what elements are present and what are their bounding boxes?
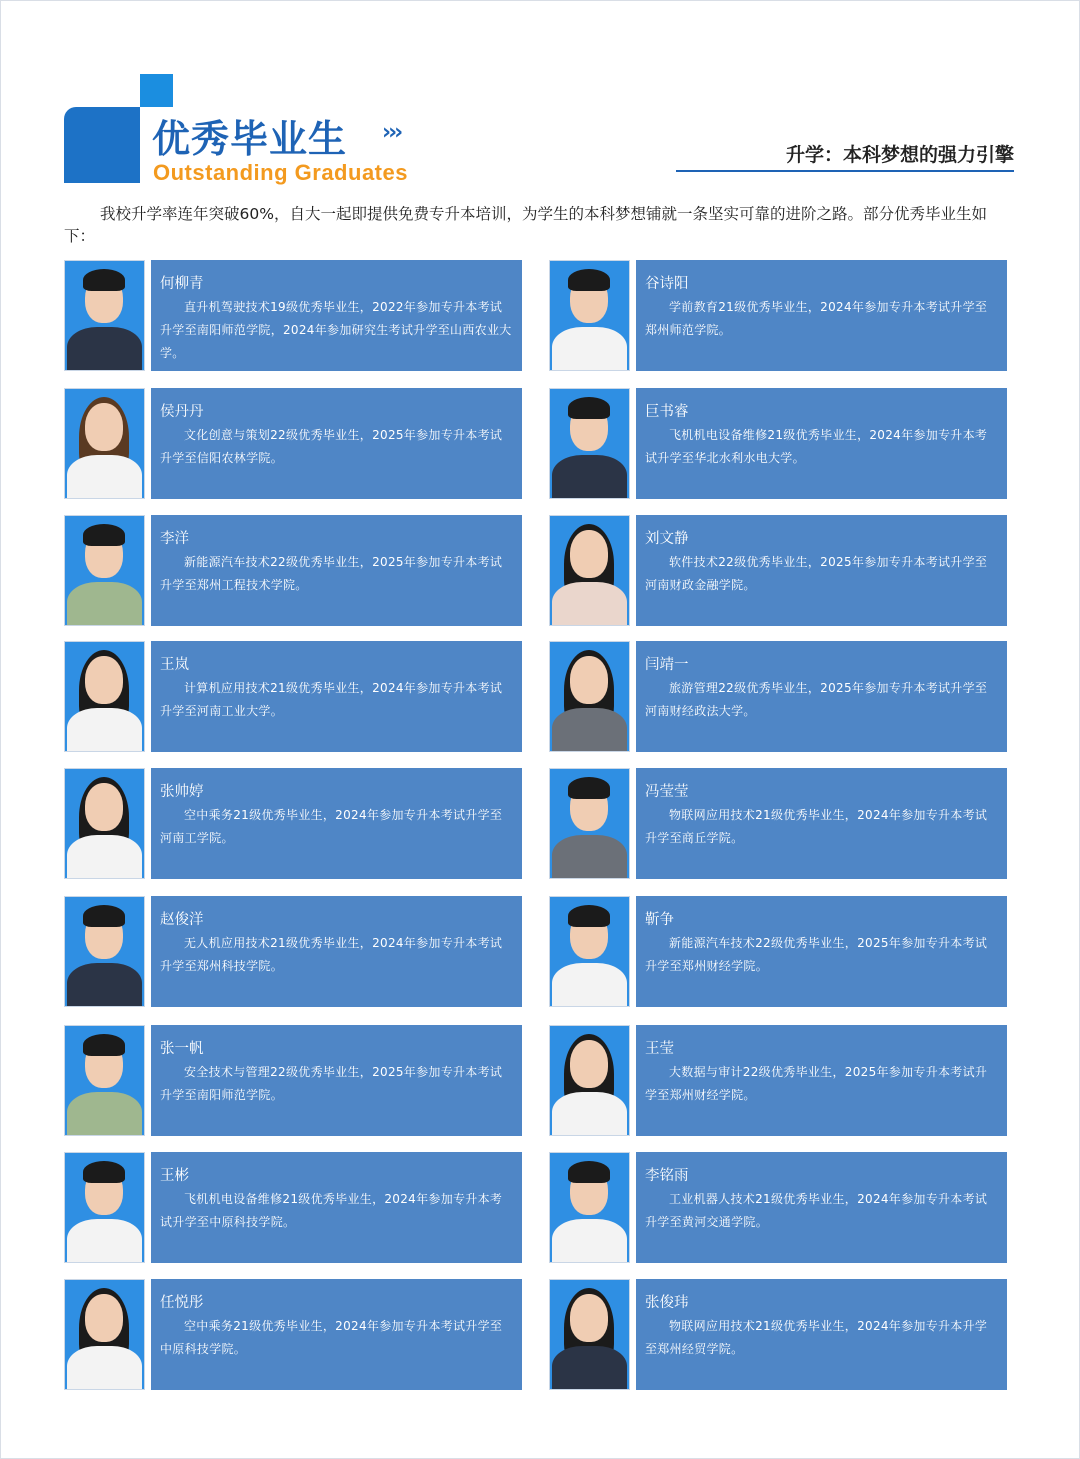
graduate-desc: 空中乘务21级优秀毕业生，2024年参加专升本考试升学至中原科技学院。	[160, 1319, 503, 1356]
graduate-name: 王莹	[645, 1041, 674, 1057]
graduate-name: 王岚	[160, 657, 189, 673]
graduate-photo	[549, 1025, 630, 1136]
graduate-name: 冯莹莹	[645, 784, 689, 800]
graduate-name: 何柳青	[160, 276, 204, 292]
graduate-photo	[549, 1279, 630, 1390]
graduate-info	[151, 768, 522, 879]
graduate-photo	[64, 388, 145, 499]
graduate-name: 靳争	[645, 912, 674, 928]
graduate-card	[64, 896, 522, 1007]
graduate-card	[549, 1025, 1007, 1136]
graduate-desc: 学前教育21级优秀毕业生，2024年参加专升本考试升学至郑州师范学院。	[645, 300, 988, 337]
graduate-desc: 新能源汽车技术22级优秀毕业生，2025年参加专升本考试升学至郑州财经学院。	[645, 936, 988, 973]
graduate-desc: 安全技术与管理22级优秀毕业生，2025年参加专升本考试升学至南阳师范学院。	[160, 1065, 503, 1102]
page-title: 优秀毕业生	[152, 117, 348, 161]
graduate-info	[636, 388, 1007, 499]
graduate-photo	[64, 896, 145, 1007]
graduate-info	[636, 896, 1007, 1007]
graduate-name: 李洋	[160, 531, 189, 547]
graduate-desc: 空中乘务21级优秀毕业生，2024年参加专升本考试升学至河南工学院。	[160, 808, 503, 845]
graduate-photo	[549, 641, 630, 752]
graduate-desc: 文化创意与策划22级优秀毕业生，2025年参加专升本考试升学至信阳农林学院。	[160, 428, 503, 465]
graduate-name: 赵俊洋	[160, 912, 204, 928]
decor-square-small	[140, 74, 173, 107]
graduate-info	[151, 641, 522, 752]
graduate-info	[636, 1279, 1007, 1390]
graduate-photo	[549, 896, 630, 1007]
graduate-desc: 新能源汽车技术22级优秀毕业生，2025年参加专升本考试升学至郑州工程技术学院。	[160, 555, 503, 592]
slogan-underline	[676, 170, 1014, 172]
graduate-name: 张俊玮	[645, 1295, 689, 1311]
graduate-card	[549, 515, 1007, 626]
graduate-name: 王彬	[160, 1168, 189, 1184]
graduate-card	[64, 1152, 522, 1263]
graduate-photo	[549, 768, 630, 879]
graduate-card	[64, 260, 522, 371]
graduate-desc: 物联网应用技术21级优秀毕业生，2024年参加专升本考试升学至商丘学院。	[645, 808, 988, 845]
graduate-desc: 飞机机电设备维修21级优秀毕业生，2024年参加专升本考试升学至华北水利水电大学。	[645, 428, 988, 465]
graduate-photo	[549, 388, 630, 499]
graduate-info	[636, 641, 1007, 752]
graduate-desc: 飞机机电设备维修21级优秀毕业生，2024年参加专升本考试升学至中原科技学院。	[160, 1192, 503, 1229]
graduate-desc: 工业机器人技术21级优秀毕业生，2024年参加专升本考试升学至黄河交通学院。	[645, 1192, 988, 1229]
graduate-card	[64, 1279, 522, 1390]
graduate-name: 谷诗阳	[645, 276, 689, 292]
graduate-name: 刘文静	[645, 531, 689, 547]
graduate-card	[549, 1152, 1007, 1263]
intro-paragraph: 我校升学率连年突破60%，自大一起即提供免费专升本培训，为学生的本科梦想铺就一条坚实可靠的进阶之路。部分优秀毕业生如下：	[64, 205, 987, 245]
graduate-name: 侯丹丹	[160, 404, 204, 420]
graduate-name: 张帅婷	[160, 784, 204, 800]
graduate-desc: 计算机应用技术21级优秀毕业生，2024年参加专升本考试升学至河南工业大学。	[160, 681, 503, 718]
graduate-name: 任悦彤	[160, 1295, 204, 1311]
graduate-info	[151, 515, 522, 626]
graduate-info	[151, 896, 522, 1007]
graduate-name: 张一帆	[160, 1041, 204, 1057]
graduate-name: 闫靖一	[645, 657, 689, 673]
graduate-card	[64, 641, 522, 752]
graduate-card	[549, 388, 1007, 499]
graduate-photo	[64, 260, 145, 371]
graduate-photo	[64, 641, 145, 752]
graduate-desc: 大数据与审计22级优秀毕业生，2025年参加专升本考试升学至郑州财经学院。	[645, 1065, 988, 1102]
graduate-desc: 软件技术22级优秀毕业生，2025年参加专升本考试升学至河南财政金融学院。	[645, 555, 988, 592]
graduate-info	[636, 260, 1007, 371]
graduate-photo	[549, 260, 630, 371]
slogan: 升学：本科梦想的强力引擎	[785, 144, 1014, 166]
graduate-photo	[64, 515, 145, 626]
graduate-card	[64, 768, 522, 879]
graduate-photo	[64, 768, 145, 879]
graduate-info	[151, 1025, 522, 1136]
graduate-name: 李铭雨	[645, 1168, 689, 1184]
graduate-card	[64, 1025, 522, 1136]
graduate-info	[636, 515, 1007, 626]
graduate-desc: 物联网应用技术21级优秀毕业生，2024年参加专升本升学至郑州经贸学院。	[645, 1319, 988, 1356]
graduate-info	[636, 1025, 1007, 1136]
graduate-card	[549, 896, 1007, 1007]
graduate-photo	[549, 515, 630, 626]
graduate-card	[64, 515, 522, 626]
graduate-info	[636, 768, 1007, 879]
graduate-card	[549, 641, 1007, 752]
graduate-photo	[549, 1152, 630, 1263]
graduate-photo	[64, 1152, 145, 1263]
graduate-card	[549, 260, 1007, 371]
graduate-info	[151, 1152, 522, 1263]
graduate-photo	[64, 1279, 145, 1390]
graduate-card	[64, 388, 522, 499]
graduate-info	[151, 1279, 522, 1390]
graduate-info	[636, 1152, 1007, 1263]
arrows-icon: ›››	[382, 120, 401, 145]
page-subtitle-en: Outstanding Graduates	[153, 160, 408, 185]
graduate-desc: 直升机驾驶技术19级优秀毕业生，2022年参加专升本考试升学至南阳师范学院，2024年参加研究生考试升学至山西农业大学。	[160, 300, 512, 360]
graduate-card	[549, 768, 1007, 879]
graduate-card	[549, 1279, 1007, 1390]
graduate-info	[151, 260, 522, 371]
graduate-info	[151, 388, 522, 499]
graduate-desc: 旅游管理22级优秀毕业生，2025年参加专升本考试升学至河南财经政法大学。	[645, 681, 988, 718]
graduate-photo	[64, 1025, 145, 1136]
decor-square-large	[64, 107, 140, 183]
graduate-desc: 无人机应用技术21级优秀毕业生，2024年参加专升本考试升学至郑州科技学院。	[160, 936, 503, 973]
graduate-name: 巨书睿	[645, 404, 689, 420]
